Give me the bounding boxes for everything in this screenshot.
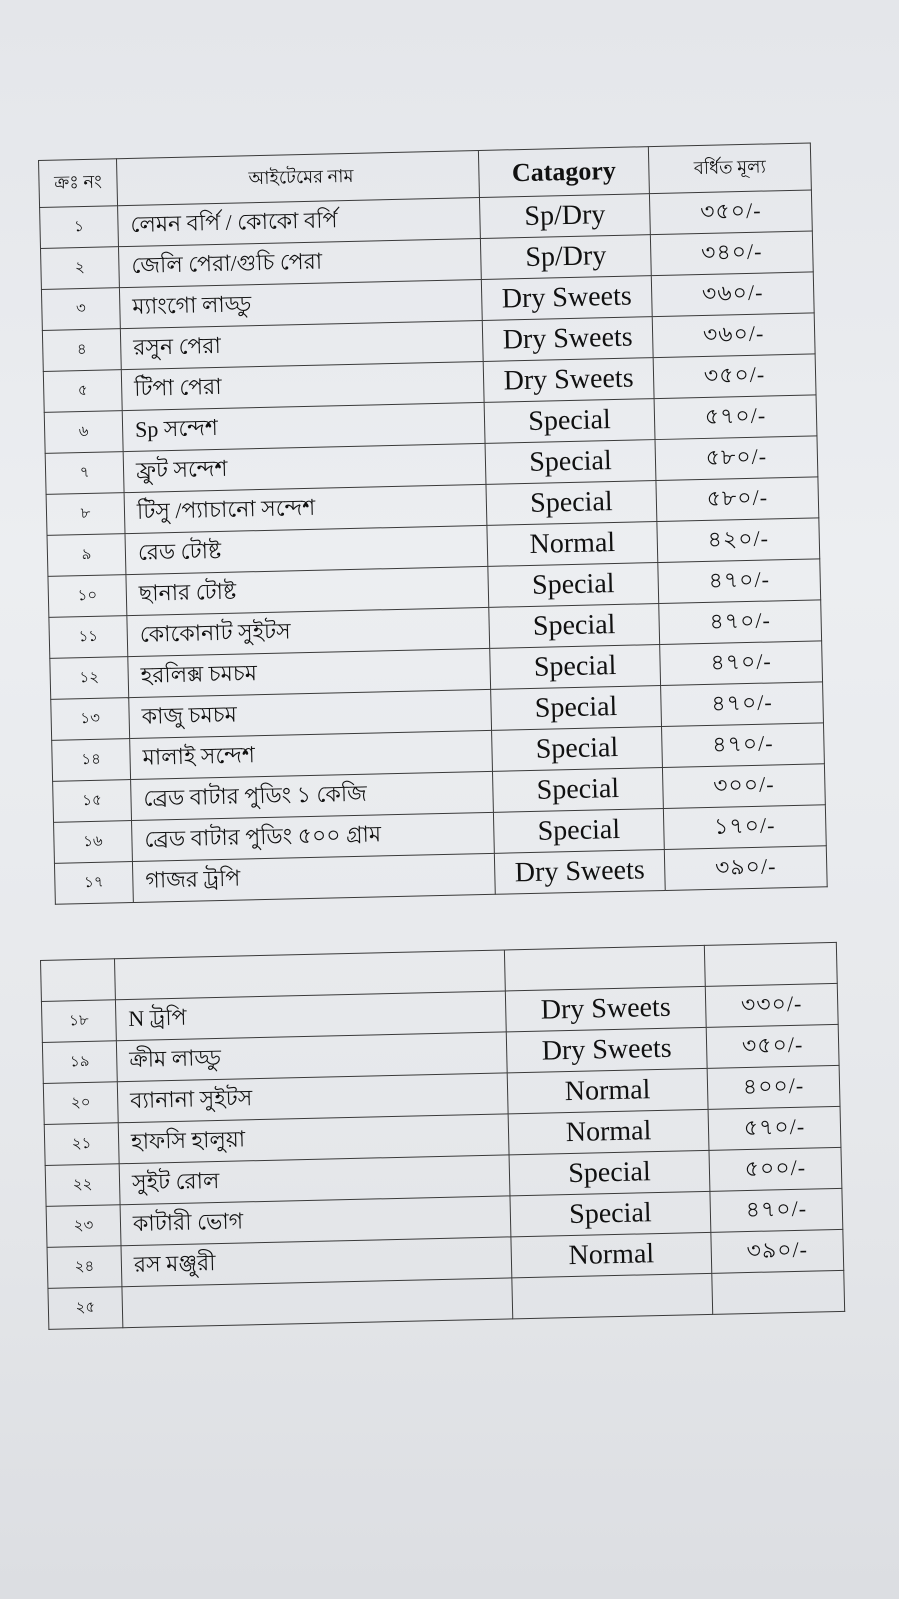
price-cell: ৫৮০/- [656,477,819,522]
serial-cell: ২৪ [47,1246,122,1289]
item-name-cell: টিপা পেরা [121,361,484,410]
category-cell: Special [492,767,663,812]
serial-cell: ২২ [45,1164,120,1207]
category-cell: Normal [507,1068,708,1114]
category-cell: Special [491,686,662,731]
item-name-cell: সুইট রোল [119,1155,510,1205]
item-name-cell: কোকোনাট সুইটস [127,607,490,656]
header-item-name: আইটেমের নাম [116,151,479,206]
price-cell: ৪৭০/- [710,1188,843,1232]
serial-cell: ১২ [50,657,129,700]
item-name-cell: রসুন পেরা [120,320,483,369]
price-cell: ৪২০/- [657,518,820,563]
item-name-cell [122,1278,513,1328]
table-1-body [40,190,828,904]
price-cell: ৩৬০/- [652,313,815,358]
category-cell: Sp/Dry [479,194,650,239]
price-cell: ১৭০/- [663,805,826,850]
item-name-cell: N ট্রপি [115,991,506,1041]
category-cell: Special [493,808,664,853]
item-name-cell: কাটারী ভোগ [120,1196,511,1246]
header-serial: ক্রঃ নং [39,159,118,208]
price-cell: ৪৭০/- [661,682,824,727]
serial-cell: ১৬ [54,821,133,864]
item-name-cell: ফ্রুট সন্দেশ [123,443,486,492]
item-name-cell: হাফসি হালুয়া [118,1114,509,1164]
category-cell: Special [492,726,663,771]
price-cell: ৪৭০/- [662,723,825,768]
serial-cell: ২৩ [46,1205,121,1248]
category-cell: Dry Sweets [483,358,654,403]
serial-cell: ১৫ [53,780,132,823]
category-cell: Dry Sweets [481,276,652,321]
price-cell: ৫৭০/- [708,1106,841,1150]
category-cell [512,1273,713,1319]
serial-cell: ২০ [43,1082,118,1125]
price-cell: ৫৭০/- [654,395,817,440]
item-name-cell: কাজু চমচম [129,689,492,738]
price-cell: ৩৯০/- [664,846,827,891]
category-cell: Normal [508,1109,709,1155]
serial-cell: ১৯ [42,1041,117,1084]
category-cell: Dry Sweets [482,317,653,362]
item-name-cell: জেলি পেরা/গুচি পেরা [118,238,481,287]
category-cell: Special [484,399,655,444]
item-name-cell: মালাই সন্দেশ [130,730,493,779]
category-cell: Special [509,1150,710,1196]
price-cell: ৩৩০/- [705,983,838,1027]
item-name-cell: গাজর ট্রপি [132,853,495,902]
item-name-cell: রেড টোষ্ট [125,525,488,574]
category-cell: Special [485,440,656,485]
serial-cell: ৮ [46,493,125,536]
price-table-1 [38,142,828,904]
item-name-cell: ব্রেড বাটার পুডিং ৫০০ গ্রাম [132,812,495,861]
price-cell: ৩৫০/- [649,190,812,235]
price-cell: ৫০০/- [709,1147,842,1191]
category-cell: Dry Sweets [494,849,665,894]
price-cell: ৫৮০/- [655,436,818,481]
serial-cell: ১১ [49,616,128,659]
item-name-cell: ম্যাংগো লাড্ডু [119,279,482,328]
blank-cell [41,959,116,1002]
price-cell: ৪৭০/- [659,600,822,645]
item-name-cell: ক্রীম লাড্ডু [116,1032,507,1082]
item-name-cell: রস মঞ্জুরী [121,1237,512,1287]
price-cell: ৩৯০/- [711,1229,844,1273]
price-cell: ৩৪০/- [650,231,813,276]
blank-cell [704,942,837,986]
serial-cell: ১৪ [52,739,131,782]
serial-cell: ৩ [41,288,120,331]
serial-cell: ২৫ [48,1287,123,1330]
serial-cell: ১০ [48,575,127,618]
price-cell: ৩৫০/- [706,1024,839,1068]
serial-cell: ৬ [44,411,123,454]
serial-cell: ৯ [47,534,126,577]
serial-cell: ১ [40,206,119,249]
item-name-cell: Sp সন্দেশ [122,402,485,451]
serial-cell: ১৩ [51,698,130,741]
item-name-cell: ছানার টোষ্ট [126,566,489,615]
category-cell: Normal [511,1232,712,1278]
table-2-body [41,983,844,1329]
price-cell: ৪৭০/- [660,641,823,686]
serial-cell: ১৮ [41,1000,116,1043]
item-name-cell: ব্রেড বাটার পুডিং ১ কেজি [131,771,494,820]
serial-cell: ২ [41,247,120,290]
category-cell: Special [486,481,657,526]
serial-cell: ৫ [43,370,122,413]
category-cell: Dry Sweets [505,986,706,1032]
price-cell [712,1270,845,1314]
price-cell: ৩৬০/- [651,272,814,317]
category-cell: Special [488,563,659,608]
price-cell: ৪৭০/- [658,559,821,604]
category-cell: Normal [487,522,658,567]
item-name-cell: ব্যানানা সুইটস [117,1073,508,1123]
serial-cell: ৪ [42,329,121,372]
category-cell: Special [489,604,660,649]
header-category: Catagory [478,147,649,198]
price-cell: ৩০০/- [662,764,825,809]
item-name-cell: লেমন বর্পি / কোকো বর্পি [118,197,481,246]
category-cell: Sp/Dry [480,235,651,280]
serial-cell: ১৭ [54,862,133,905]
serial-cell: ৭ [45,452,124,495]
category-cell: Special [490,645,661,690]
serial-cell: ২১ [44,1123,119,1166]
price-cell: ৩৫০/- [653,354,816,399]
blank-cell [504,945,705,991]
price-table-2 [40,942,845,1330]
header-price: বর্ধিত মূল্য [648,143,811,194]
item-name-cell: টিসু /প্যাচানো সন্দেশ [124,484,487,533]
item-name-cell: হরলিক্স চমচম [128,648,491,697]
category-cell: Dry Sweets [506,1027,707,1073]
category-cell: Special [510,1191,711,1237]
price-cell: ৪০০/- [707,1065,840,1109]
